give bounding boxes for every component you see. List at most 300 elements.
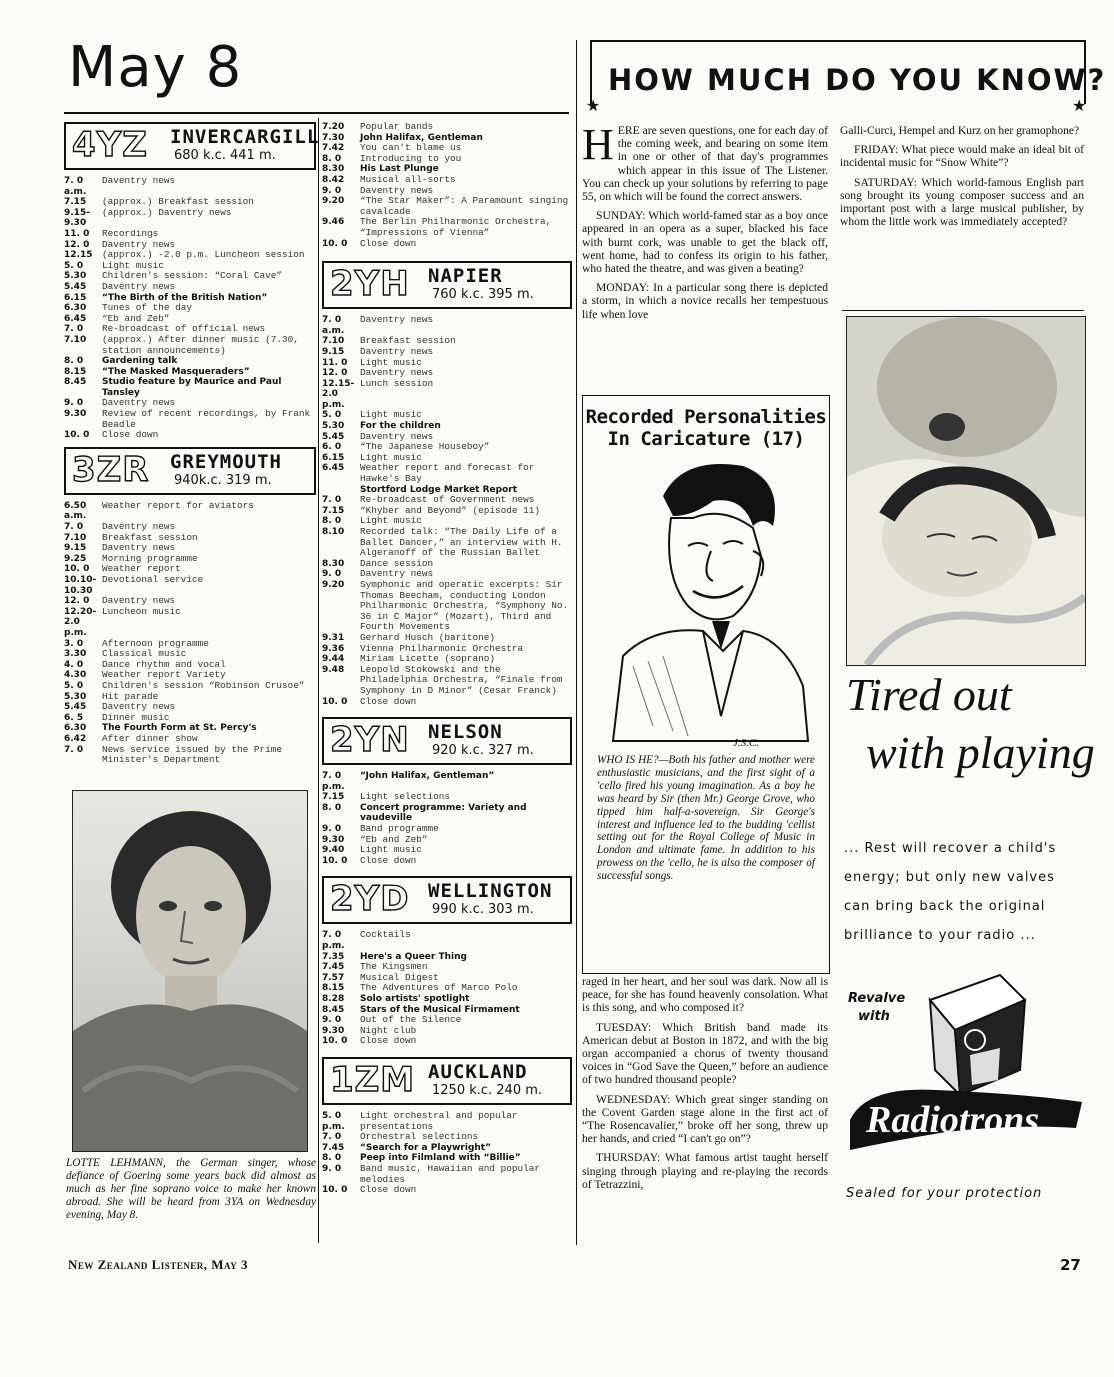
schedule-description: Popular bands bbox=[360, 121, 434, 132]
schedule-row bbox=[322, 930, 572, 951]
page-number: 27 bbox=[1060, 1256, 1081, 1274]
schedule-description: Vienna Philharmonic Orchestra bbox=[360, 642, 524, 654]
schedule-description: Concert programme: Variety and vaudeville bbox=[360, 802, 527, 824]
schedule-description: “Eb and Zeb” bbox=[102, 312, 170, 324]
schedule-description: Night club bbox=[360, 1024, 417, 1036]
quiz-thursday: THURSDAY: What famous artist taught herself singing through playing and re-playing the records of Tetrazzini, bbox=[582, 1151, 828, 1191]
schedule-description: News service issued by the Prime Minister's Department bbox=[102, 743, 283, 766]
schedule-row bbox=[64, 607, 316, 639]
schedule-time: 6.42 bbox=[64, 733, 87, 744]
caricature-drawing bbox=[593, 456, 819, 751]
schedule-row bbox=[322, 1132, 572, 1143]
schedule-time: 5. 0 bbox=[322, 410, 342, 421]
schedule-description: Daventry news bbox=[360, 367, 434, 379]
schedule-row bbox=[322, 463, 572, 484]
schedule-description: Daventry news bbox=[102, 280, 176, 292]
station-code: 3ZR bbox=[72, 449, 150, 490]
caricature-signature: J.S.C. bbox=[733, 737, 759, 749]
schedule-time: 10. 0 bbox=[64, 430, 90, 441]
schedule-description: Out of the Silence bbox=[360, 1014, 462, 1026]
schedule-description: “Search for a Playwright” bbox=[360, 1142, 492, 1153]
schedule-time: 10. 0 bbox=[322, 696, 348, 707]
schedule-time: 8.15 bbox=[64, 366, 87, 377]
schedule-description: Afternoon programme bbox=[102, 637, 209, 649]
schedule-description: “The Birth of the British Nation” bbox=[102, 292, 268, 303]
schedule-time: 12.15-2.0 p.m. bbox=[322, 378, 355, 410]
quiz-intro: HERE are seven questions, one for each day of the coming week, and bearing on some item in one or other of that day's programmes which appear in this issue of The Listener. You can check up your solutions by referring to page 55, on which will be found the correct answers. bbox=[582, 120, 829, 204]
quiz-sunday: SUNDAY: Which world-famed star as a boy once appeared in an opera as a super, blacked his face with burnt cork, was unable to get the black off, went home, had to confess its origin to his father, who hated the theatre, and was given a beating? bbox=[582, 209, 828, 276]
schedule-description: Musical Digest bbox=[360, 971, 439, 983]
schedule-row bbox=[64, 430, 316, 441]
schedule-column-middle bbox=[322, 122, 572, 1202]
schedule-row bbox=[322, 527, 572, 559]
schedule-description: John Halifax, Gentleman bbox=[360, 132, 483, 143]
schedule-description: Light music bbox=[360, 356, 422, 368]
schedule-description: Daventry news bbox=[360, 568, 434, 580]
schedule-description: Here's a Queer Thing bbox=[360, 951, 467, 962]
quiz-saturday: SATURDAY: Which world-famous English part song brought its young composer success and an important post with a large musical publisher, by whom the little work was immediately accepted? bbox=[840, 175, 1084, 229]
schedule-row bbox=[64, 229, 316, 240]
ad-sealed-text: Sealed for your protection bbox=[846, 1186, 1043, 1201]
caricature-box bbox=[582, 395, 830, 974]
schedule-description: Daventry news bbox=[102, 595, 176, 607]
quiz-thursday-continued: Galli-Curci, Hempel and Kurz on her gramophone? bbox=[840, 124, 1080, 137]
divider bbox=[842, 310, 1084, 311]
schedule-time: 8.15 bbox=[322, 983, 345, 994]
station-frequency: 760 k.c. 395 m. bbox=[432, 287, 534, 303]
schedule-description: Children's session “Robinson Crusoe” bbox=[102, 679, 305, 691]
schedule-row bbox=[322, 196, 572, 217]
schedule-row bbox=[64, 575, 316, 596]
schedule-row bbox=[64, 377, 316, 398]
schedule-description: Symphonic and operatic excerpts: Sir Thomas Beecham, conducting London Philharmonic Orchestra, “Symphony No. 36 in C Major” (Mozart), Third and Fourth Movements bbox=[360, 578, 569, 633]
schedule-description: Hit parade bbox=[102, 690, 159, 702]
schedule-time: 8. 0 bbox=[322, 516, 342, 527]
schedule-description: Weather report for aviators bbox=[102, 499, 254, 511]
schedule-description: (approx.) Breakfast session bbox=[102, 196, 254, 208]
schedule-description: Studio feature by Maurice and Paul Tansley bbox=[102, 377, 282, 398]
schedule-time: 12. 0 bbox=[64, 596, 90, 607]
schedule-column-left bbox=[64, 122, 320, 772]
schedule-time: 7.10 bbox=[64, 532, 87, 543]
schedule-time: 7.42 bbox=[322, 143, 345, 154]
schedule-time: 9.30 bbox=[64, 409, 87, 420]
schedule-time: 7.15 bbox=[322, 792, 345, 803]
schedule-description: Tunes of the day bbox=[102, 302, 193, 314]
schedule-description: Daventry news bbox=[102, 238, 176, 250]
schedule-row bbox=[322, 410, 572, 421]
schedule-description: Light selections bbox=[360, 791, 451, 803]
schedule-description: The Berlin Philharmonic Orchestra, “Impressions of Vienna” bbox=[360, 216, 552, 238]
schedule-description: Recordings bbox=[102, 227, 159, 239]
schedule-time: 12.20-2.0 p.m. bbox=[64, 606, 97, 638]
schedule-2yn bbox=[322, 771, 572, 866]
star-icon: ★ bbox=[1072, 96, 1087, 115]
schedule-description: Close down bbox=[360, 1035, 417, 1047]
quiz-wednesday: WEDNESDAY: Which great singer standing on the Covent Garden stage alone in the first act of “The Rosencavalier,” broke off her song, threw up her hands, and cried “I can't go on”? bbox=[582, 1092, 828, 1146]
schedule-time: 8. 0 bbox=[64, 356, 84, 367]
schedule-time: 12.15 bbox=[64, 250, 93, 261]
schedule-time: 3. 0 bbox=[64, 638, 84, 649]
schedule-row bbox=[64, 745, 316, 766]
schedule-1zm bbox=[322, 1111, 572, 1196]
schedule-time: 9.15-9.30 bbox=[64, 207, 90, 229]
caricature-title: Recorded Personalities In Caricature (17) bbox=[585, 406, 827, 450]
schedule-description: Devotional service bbox=[102, 574, 204, 585]
ad-revalve-text: Revalve with bbox=[848, 991, 906, 1024]
schedule-description: (approx.) Daventry news bbox=[102, 206, 232, 218]
schedule-description: Daventry news bbox=[102, 397, 176, 409]
schedule-time: 9.46 bbox=[322, 217, 345, 228]
drop-cap: H bbox=[582, 120, 614, 169]
schedule-description: Introducing to you bbox=[360, 152, 462, 164]
quiz-column-2 bbox=[840, 124, 1084, 234]
station-code: 2YD bbox=[330, 879, 410, 920]
schedule-continued bbox=[322, 122, 572, 249]
schedule-time: 11. 0 bbox=[322, 357, 348, 368]
schedule-row bbox=[322, 154, 572, 165]
schedule-time: 8. 0 bbox=[322, 802, 342, 813]
schedule-time: 7.45 bbox=[322, 1142, 345, 1153]
schedule-time: 7.15 bbox=[64, 197, 87, 208]
schedule-time: 8. 0 bbox=[322, 1153, 342, 1164]
schedule-time: 9.15 bbox=[64, 543, 87, 554]
schedule-time: 4.30 bbox=[64, 670, 87, 681]
column-divider bbox=[318, 118, 319, 1243]
schedule-time: 8.28 bbox=[322, 994, 345, 1004]
schedule-description: Band programme bbox=[360, 823, 439, 835]
schedule-row bbox=[322, 175, 572, 186]
schedule-time: 8.45 bbox=[322, 1004, 345, 1015]
station-header-3zr bbox=[64, 447, 316, 495]
schedule-description: Light music bbox=[102, 259, 164, 271]
schedule-description: Dance session bbox=[360, 557, 434, 569]
schedule-time: 8.42 bbox=[322, 174, 345, 185]
schedule-row bbox=[322, 771, 572, 792]
schedule-time: 9.15 bbox=[322, 346, 345, 357]
schedule-time: 9.30 bbox=[322, 834, 345, 845]
quiz-title: HOW MUCH DO YOU KNOW? bbox=[608, 63, 1107, 97]
schedule-description: Close down bbox=[360, 854, 417, 866]
portrait-caption: LOTTE LEHMANN, the German singer, whose defiance of Goering some years back did almost as much as her fine soprano voice to make her known abroad. She will be heard from 3YA on Wednesday evening, May 8. bbox=[66, 1157, 316, 1221]
schedule-description: For the children bbox=[360, 421, 441, 432]
schedule-time: 5. 0 bbox=[64, 680, 84, 691]
schedule-time: 9.20 bbox=[322, 579, 345, 590]
schedule-row bbox=[64, 335, 316, 356]
station-frequency: 680 k.c. 441 m. bbox=[174, 148, 276, 163]
schedule-description: Morning programme bbox=[102, 552, 198, 564]
schedule-time: 3.30 bbox=[64, 649, 87, 660]
schedule-row bbox=[322, 1111, 572, 1132]
schedule-time: 7.20 bbox=[322, 122, 345, 132]
schedule-description: Stars of the Musical Firmament bbox=[360, 1004, 520, 1015]
schedule-time: 10. 0 bbox=[322, 238, 348, 249]
schedule-2yd bbox=[322, 930, 572, 1047]
schedule-time: 9. 0 bbox=[322, 569, 342, 580]
quiz-monday: MONDAY: In a particular song there is depicted a storm, in which a novice recalls her tempestuous life when love bbox=[582, 281, 828, 321]
ad-body-text: ... Rest will recover a child's energy; but only new valves can bring back the original brilliance to your radio ... bbox=[844, 841, 1057, 943]
schedule-row bbox=[322, 1185, 572, 1196]
schedule-row bbox=[322, 697, 572, 708]
schedule-time: 7. 0 a.m. bbox=[64, 176, 87, 197]
schedule-description: Cocktails bbox=[360, 929, 411, 941]
schedule-row bbox=[64, 367, 316, 378]
schedule-time: 9.31 bbox=[322, 632, 345, 643]
schedule-time: 5. 0 bbox=[64, 260, 84, 271]
schedule-time: 12. 0 bbox=[64, 239, 90, 250]
schedule-description: Light music bbox=[360, 844, 422, 856]
schedule-time: 12. 0 bbox=[322, 368, 348, 379]
schedule-time: 10.10-10.30 bbox=[64, 575, 97, 596]
schedule-row bbox=[322, 217, 572, 238]
column-divider bbox=[576, 40, 577, 1245]
schedule-row bbox=[322, 1164, 572, 1185]
schedule-time: 5.30 bbox=[322, 421, 345, 432]
quiz-tuesday: TUESDAY: Which British band made its American debut at Boston in 1872, and with the big organ accompanied a chorus of twenty thousand voices in “God Save the Queen,” before an audience of two hundred thousand people? bbox=[582, 1020, 828, 1087]
station-header-1zm bbox=[322, 1057, 572, 1105]
schedule-description: Breakfast session bbox=[360, 335, 456, 347]
schedule-description: Luncheon music bbox=[102, 605, 181, 617]
schedule-description: Daventry news bbox=[102, 521, 176, 533]
schedule-time: 7. 0 bbox=[322, 495, 342, 506]
schedule-description: “Khyber and Beyond” (episode 11) bbox=[360, 504, 541, 516]
schedule-row bbox=[322, 1143, 572, 1154]
schedule-time: 6.45 bbox=[64, 313, 87, 324]
schedule-description: Classical music bbox=[102, 648, 187, 660]
schedule-description: Review of recent recordings, by Frank Beadle bbox=[102, 408, 311, 430]
schedule-description: You can't blame us bbox=[360, 142, 462, 154]
station-header-2yn bbox=[322, 717, 572, 765]
schedule-time: 5.45 bbox=[322, 431, 345, 442]
page-title: May 8 bbox=[68, 35, 243, 100]
schedule-description: (approx.) -2.0 p.m. Luncheon session bbox=[102, 249, 305, 261]
schedule-description: Dinner music bbox=[102, 711, 170, 723]
schedule-description: Close down bbox=[102, 429, 159, 441]
station-frequency: 920 k.c. 327 m. bbox=[432, 743, 534, 759]
schedule-time: 7. 0 p.m. bbox=[322, 930, 345, 952]
schedule-description: Recorded talk: “The Daily Life of a Ballet Dancer,” an interview with H. Algeranoff of the Russian Ballet bbox=[360, 526, 563, 559]
schedule-time: 9. 0 bbox=[322, 185, 342, 196]
schedule-row bbox=[322, 315, 572, 336]
schedule-row bbox=[322, 633, 572, 644]
schedule-description: Light music bbox=[360, 515, 422, 527]
schedule-time: 8.30 bbox=[322, 558, 345, 569]
station-code: 2YH bbox=[330, 264, 410, 305]
quiz-column-1 bbox=[582, 120, 829, 327]
schedule-row bbox=[64, 501, 316, 522]
schedule-description: Re-broadcast of Government news bbox=[360, 494, 535, 506]
schedule-description: Dance rhythm and vocal bbox=[102, 658, 226, 670]
station-city: NELSON bbox=[428, 721, 503, 744]
schedule-description: “Eb and Zeb” bbox=[360, 833, 428, 845]
ad-photo-sleeping-child bbox=[846, 316, 1086, 666]
schedule-row bbox=[322, 379, 572, 411]
radiotrons-logo bbox=[846, 1080, 1086, 1156]
schedule-description: Orchestral selections bbox=[360, 1131, 479, 1143]
footer-publication: New Zealand Listener, May 3 bbox=[68, 1257, 248, 1272]
station-frequency: 1250 k.c. 240 m. bbox=[432, 1082, 543, 1098]
schedule-time: 7. 0 a.m. bbox=[322, 315, 345, 336]
schedule-description: Light music bbox=[360, 451, 422, 463]
schedule-description: His Last Plunge bbox=[360, 164, 439, 175]
schedule-row bbox=[322, 122, 572, 133]
schedule-time: 6.15 bbox=[64, 292, 87, 303]
station-header-2yd bbox=[322, 876, 572, 924]
schedule-description: Daventry news bbox=[360, 184, 434, 196]
schedule-time: 6.30 bbox=[64, 303, 87, 314]
schedule-time: 10. 0 bbox=[64, 564, 90, 575]
schedule-row bbox=[64, 713, 316, 724]
schedule-row bbox=[322, 983, 572, 994]
schedule-time: 7.30 bbox=[322, 132, 345, 143]
schedule-description: (approx.) After dinner music (7.30, station announcements) bbox=[102, 333, 299, 356]
schedule-description: The Fourth Form at St. Percy's bbox=[102, 723, 257, 734]
schedule-time: 10. 0 bbox=[322, 1185, 348, 1196]
schedule-row bbox=[322, 580, 572, 633]
schedule-description: Daventry news bbox=[360, 314, 434, 326]
schedule-time: 9.20 bbox=[322, 196, 345, 207]
schedule-row bbox=[322, 1036, 572, 1047]
schedule-row bbox=[64, 176, 316, 197]
schedule-description: Stortford Lodge Market Report bbox=[360, 484, 518, 495]
station-code: 4YZ bbox=[72, 125, 148, 165]
station-city: GREYMOUTH bbox=[170, 450, 282, 473]
schedule-description: Weather report and forecast for Hawke's Bay bbox=[360, 462, 535, 485]
schedule-row bbox=[64, 208, 316, 229]
schedule-row bbox=[322, 239, 572, 250]
schedule-time: 9. 0 bbox=[64, 398, 84, 409]
schedule-time: 5.45 bbox=[64, 702, 87, 713]
schedule-4yz bbox=[64, 176, 316, 441]
schedule-description: Children's session: “Coral Cave” bbox=[102, 270, 283, 282]
schedule-description: “The Star Maker”: A Paramount singing cavalcade bbox=[360, 195, 569, 217]
schedule-3zr bbox=[64, 501, 316, 766]
schedule-time: 7.10 bbox=[64, 334, 87, 345]
schedule-time: 8. 0 bbox=[322, 153, 342, 164]
schedule-time: 5.30 bbox=[64, 691, 87, 702]
schedule-row bbox=[322, 665, 572, 697]
schedule-description: Daventry news bbox=[102, 175, 176, 186]
portrait-photo-lotte-lehmann bbox=[72, 790, 308, 1152]
schedule-description: Miriam Licette (soprano) bbox=[360, 653, 496, 665]
schedule-time: 5. 0 p.m. bbox=[322, 1110, 345, 1132]
schedule-time: 6.45 bbox=[322, 463, 345, 474]
schedule-description: Light orchestral and popular presentations bbox=[360, 1109, 518, 1132]
schedule-description: Leopold Stokowski and the Philadelphia Orchestra, “Finale from Symphony in D Minor” (Cesar Franck) bbox=[360, 663, 563, 696]
schedule-time: 7.45 bbox=[322, 962, 345, 973]
station-code: 2YN bbox=[330, 720, 410, 761]
schedule-time: 6.15 bbox=[322, 452, 345, 463]
schedule-time: 7. 0 bbox=[64, 522, 84, 533]
schedule-time: 7.15 bbox=[322, 505, 345, 516]
schedule-description: Daventry news bbox=[360, 430, 434, 442]
schedule-row bbox=[322, 856, 572, 867]
ad-headline-line2: with playing bbox=[866, 727, 1095, 778]
schedule-time: 5.30 bbox=[64, 271, 87, 282]
schedule-row bbox=[64, 681, 316, 692]
station-city: AUCKLAND bbox=[428, 1060, 528, 1083]
schedule-time: 8.30 bbox=[322, 164, 345, 175]
schedule-time: 9. 0 bbox=[322, 824, 342, 835]
schedule-time: 8.10 bbox=[322, 527, 345, 537]
station-city: INVERCARGILL bbox=[170, 126, 320, 148]
schedule-row bbox=[322, 347, 572, 358]
station-header-4yz bbox=[64, 122, 320, 170]
radiotrons-logo-text: Radiotrons bbox=[866, 1099, 1040, 1141]
schedule-time: 6.30 bbox=[64, 723, 87, 734]
schedule-time: 10. 0 bbox=[322, 855, 348, 866]
schedule-time: 6.50 a.m. bbox=[64, 500, 87, 522]
schedule-time: 7. 0 p.m. bbox=[322, 771, 345, 792]
schedule-description: Weather report Variety bbox=[102, 669, 226, 681]
schedule-2yh bbox=[322, 315, 572, 707]
star-icon: ★ bbox=[586, 96, 601, 115]
schedule-description: “The Masked Masqueraders” bbox=[102, 366, 250, 377]
schedule-description: Close down bbox=[360, 1184, 417, 1196]
schedule-time: 4. 0 bbox=[64, 659, 84, 670]
station-header-2yh bbox=[322, 261, 572, 309]
schedule-description: Close down bbox=[360, 237, 417, 249]
schedule-description: Close down bbox=[360, 695, 417, 707]
header-rule bbox=[64, 112, 569, 114]
schedule-description: Daventry news bbox=[102, 701, 176, 713]
schedule-time: 7.10 bbox=[322, 336, 345, 347]
quiz-column-1-continued bbox=[582, 975, 828, 1197]
schedule-description: After dinner show bbox=[102, 732, 198, 744]
schedule-time: 7.57 bbox=[322, 972, 345, 983]
schedule-description: Daventry news bbox=[102, 542, 176, 554]
quiz-friday: FRIDAY: What piece would make an ideal bit of incidental music for “Snow White”? bbox=[840, 143, 1084, 170]
schedule-description: Band music, Hawaiian and popular melodies bbox=[360, 1162, 541, 1185]
schedule-time: 5.45 bbox=[64, 281, 87, 292]
schedule-description: Gerhard Husch (baritone) bbox=[360, 631, 496, 643]
schedule-row bbox=[64, 356, 316, 367]
schedule-time: 7. 0 bbox=[322, 1132, 342, 1143]
schedule-time: 7.35 bbox=[322, 951, 345, 962]
schedule-time: 7. 0 bbox=[64, 324, 84, 335]
schedule-description: The Kingsmen bbox=[360, 961, 428, 973]
schedule-time: 11. 0 bbox=[64, 228, 90, 239]
ad-headline-line1: Tired out bbox=[846, 669, 1012, 720]
schedule-description: Light music bbox=[360, 409, 422, 421]
schedule-time: 9.40 bbox=[322, 845, 345, 856]
schedule-time: 6. 0 bbox=[322, 442, 342, 453]
schedule-time bbox=[322, 485, 360, 496]
schedule-description: Gardening talk bbox=[102, 356, 178, 367]
station-code: 1ZM bbox=[330, 1059, 416, 1100]
schedule-description: Solo artists' spotlight bbox=[360, 994, 470, 1004]
schedule-time: 7. 0 bbox=[64, 744, 84, 755]
station-city: WELLINGTON bbox=[428, 880, 553, 903]
schedule-row bbox=[64, 734, 316, 745]
schedule-time: 9.36 bbox=[322, 643, 345, 654]
schedule-time: 9.25 bbox=[64, 553, 87, 564]
schedule-time: 9. 0 bbox=[322, 1015, 342, 1026]
schedule-row bbox=[64, 409, 316, 430]
schedule-description: Weather report bbox=[102, 563, 181, 575]
schedule-description: Peep into Filmland with “Billie” bbox=[360, 1153, 521, 1164]
quiz-monday-continued: raged in her heart, and her soul was dark. Now all is peace, for she has found heavenly consolation. What is this song, and who composed it? bbox=[582, 975, 828, 1015]
schedule-time: 9.44 bbox=[322, 654, 345, 665]
station-frequency: 990 k.c. 303 m. bbox=[432, 902, 534, 918]
schedule-row bbox=[322, 803, 572, 824]
schedule-time: 9. 0 bbox=[322, 1163, 342, 1174]
station-frequency: 940k.c. 319 m. bbox=[174, 472, 272, 488]
schedule-description: Lunch session bbox=[360, 377, 434, 389]
schedule-time: 10. 0 bbox=[322, 1036, 348, 1047]
schedule-row bbox=[322, 792, 572, 803]
caricature-text: WHO IS HE?—Both his father and mother were enthusiastic musicians, and the first sight of a 'cello fired his young imagination. As a boy he was heard by Sir (then Mr.) George Grove, who tipped him half-a-sovereign. Sir George's interest and influence led to the budding 'cellist setting out for the Royal College of Music in London and ultimate fame. In addition to his prowess on the 'cello, he is also the composer of successful songs. bbox=[597, 754, 815, 883]
